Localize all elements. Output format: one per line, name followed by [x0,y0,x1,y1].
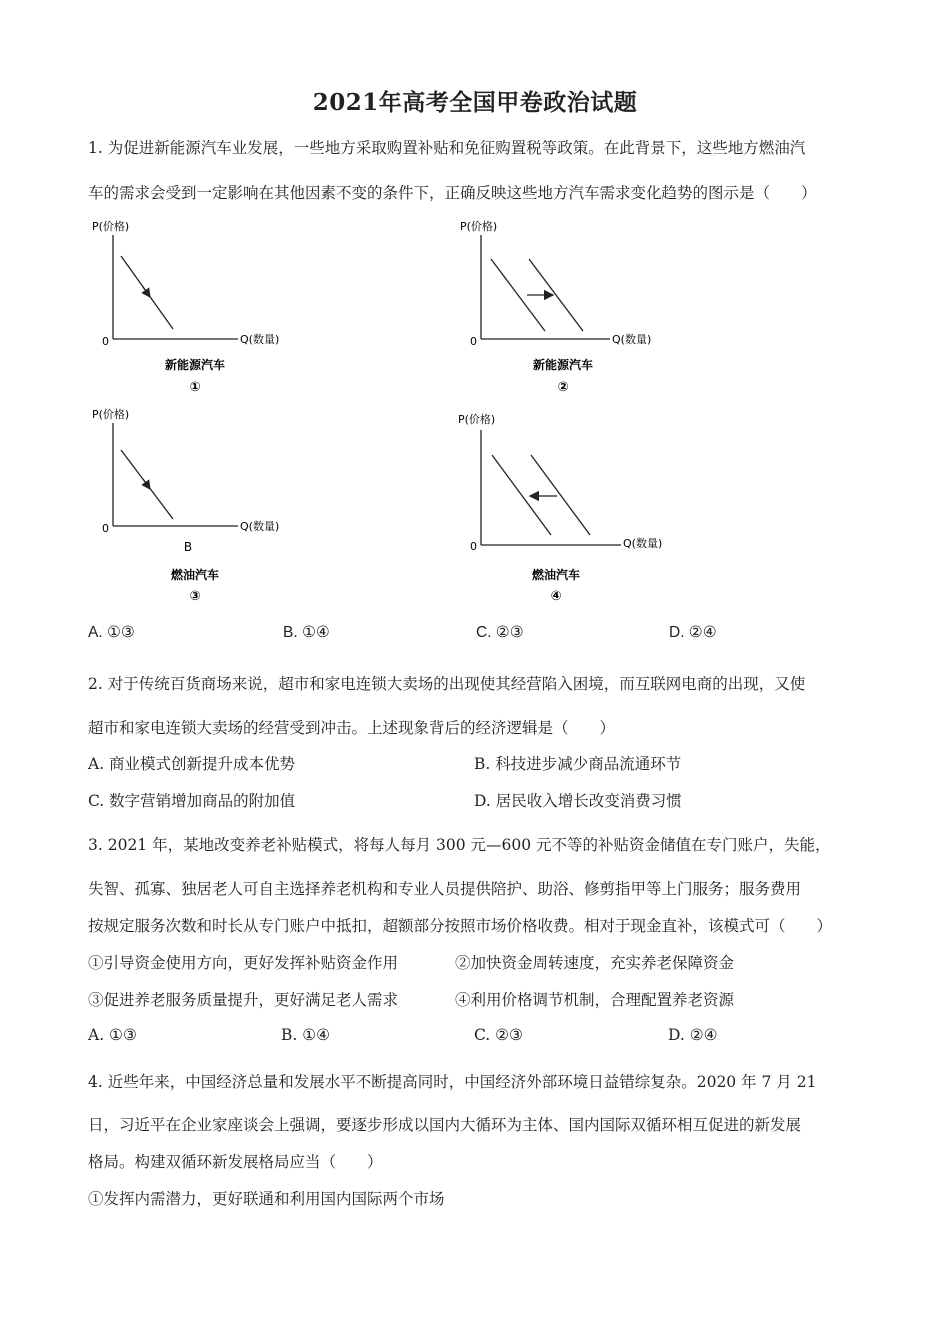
q1-text-line1: 1. 为促进新能源汽车业发展，一些地方采取购置补贴和免征购置税等政策。在此背景下，这些地方燃油汽 [88,139,806,157]
graph-3-fuel [88,403,303,603]
q3-option-c[interactable]: C. ②③ [474,1026,523,1044]
q3-text-line1: 3. 2021 年，某地改变养老补贴模式，将每人每月 300 元—600 元不等的补贴资金储值在专门账户，失能， [88,836,831,854]
q2-text-line2: 超市和家电连锁大卖场的经营受到冲击。上述现象背后的经济逻辑是（ ） [88,719,616,737]
graph-2-new-energy [455,215,675,400]
q3-item-3: ③促进养老服务质量提升，更好满足老人需求 [88,991,399,1009]
graph-3-caption: 燃油汽车 [170,568,220,582]
graph-2-caption: 新能源汽车 [532,358,594,372]
q3-text-line3: 按规定服务次数和时长从专门账户中抵扣，超额部分按照市场价格收费。相对于现金直补，该模式可（ ） [88,917,833,935]
graph-3-axis-q: Q(数量) [240,520,280,533]
q3-item-2: ②加快资金周转速度，充实养老保障资金 [455,954,735,972]
graph-3-extra-label: B [183,540,193,554]
graph-4-demand-curve-shifted [492,455,551,535]
q3-text-line2: 失智、孤寡、独居老人可自主选择养老机构和专业人员提供陪护、助浴、修剪指甲等上门服务；服务费用 [88,880,802,898]
graph-4-axis-q: Q(数量) [623,537,663,550]
q1-option-a[interactable]: A. ①③ [88,624,135,641]
q1-option-b[interactable]: B. ①④ [283,624,330,641]
q1-text-line2: 车的需求会受到一定影响在其他因素不变的条件下，正确反映这些地方汽车需求变化趋势的图示是（ ） [88,184,817,202]
graph-4-origin: 0 [470,540,477,553]
graph-3-axis-p: P(价格) [92,408,130,421]
graph-4-number: ④ [550,589,562,603]
graph-4-caption: 燃油汽车 [531,568,581,582]
graph-3-origin: 0 [102,522,109,535]
q3-item-4: ④利用价格调节机制，合理配置养老资源 [455,991,735,1009]
graph-1-axis-p: P(价格) [92,220,130,233]
graph-1-new-energy [88,215,303,400]
graph-2-origin: 0 [470,335,477,348]
q2-option-b[interactable]: B. 科技进步减少商品流通环节 [474,755,682,773]
q3-option-d[interactable]: D. ②④ [668,1026,718,1044]
q4-text-line2: 日，习近平在企业家座谈会上强调，要逐步形成以国内大循环为主体、国内国际双循环相互促进的新发展 [88,1116,802,1134]
q2-option-d[interactable]: D. 居民收入增长改变消费习惯 [474,792,682,810]
q2-option-c[interactable]: C. 数字营销增加商品的附加值 [88,792,296,810]
graph-1-caption: 新能源汽车 [164,358,226,372]
graph-4-demand-curve-original [531,455,590,535]
graph-4-axis-p: P(价格) [458,413,496,426]
q2-option-a[interactable]: A. 商业模式创新提升成本优势 [88,755,296,773]
q2-text-line1: 2. 对于传统百货商场来说，超市和家电连锁大卖场的出现使其经营陷入困境，而互联网电商的出现，又使 [88,675,806,693]
graph-1-number: ① [189,380,201,395]
page-title: 2021年高考全国甲卷政治试题 [312,89,638,116]
graph-2-axis-q: Q(数量) [612,333,652,346]
graph-1-axis-q: Q(数量) [240,333,280,346]
q3-item-1: ①引导资金使用方向，更好发挥补贴资金作用 [88,954,399,972]
q3-option-a[interactable]: A. ①③ [88,1026,137,1044]
q4-text-line1: 4. 近些年来，中国经济总量和发展水平不断提高同时，中国经济外部环境日益错综复杂。2020 年 7 月 21 [88,1073,817,1091]
q4-item-1: ①发挥内需潜力，更好联通和利用国内国际两个市场 [88,1190,445,1208]
graph-2-number: ② [557,380,569,395]
graph-4-fuel [455,403,685,603]
q3-option-b[interactable]: B. ①④ [281,1026,331,1044]
graph-3-number: ③ [189,589,201,603]
graph-2-axis-p: P(价格) [460,220,498,233]
q1-option-c[interactable]: C. ②③ [476,624,524,641]
q1-option-d[interactable]: D. ②④ [669,624,717,641]
graph-1-origin: 0 [102,335,109,348]
q4-text-line3: 格局。构建双循环新发展格局应当（ ） [88,1153,383,1171]
